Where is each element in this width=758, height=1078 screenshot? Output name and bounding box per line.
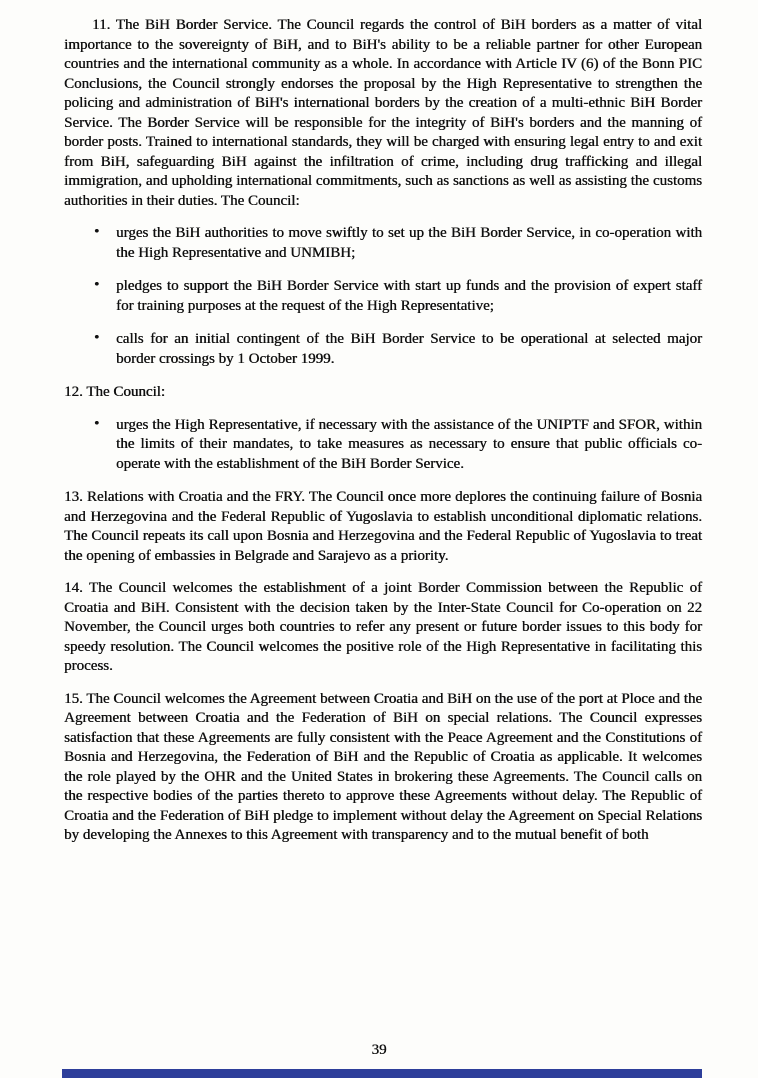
bullet-text: urges the BiH authorities to move swiftly to set up the BiH Border Service, in co-operation with the High Representative and UNMIBH; bbox=[116, 225, 702, 261]
page-number: 39 bbox=[371, 1042, 387, 1058]
list-item bbox=[94, 277, 702, 316]
bullet-text: calls for an initial contingent of the BiH Border Service to be operational at selected major border crossings by 1 October 1999. bbox=[116, 331, 702, 367]
bullet-text: urges the High Representative, if necessary with the assistance of the UNIPTF and SFOR, within the limits of their mandates, to take measures as necessary to ensure that public officials co-operate with the establishment of the BiH Border Service. bbox=[116, 416, 702, 472]
bullet-text: pledges to support the BiH Border Service with start up funds and the provision of expert staff for training purposes at the request of the High Representative; bbox=[116, 278, 702, 314]
bullet-list-12 bbox=[64, 416, 702, 475]
paragraph-11: 11. The BiH Border Service. The Council regards the control of BiH borders as a matter of vital importance to the sovereignty of BiH, and to BiH's ability to be a reliable partner for other European countries and the international community as a whole. In accordance with Article IV (6) of the Bonn PIC Conclusions, the Council strongly endorses the proposal by the High Representative to strengthen the policing and administration of BiH's international borders by the creation of a multi-ethnic BiH Border Service. The Border Service will be responsible for the integrity of BiH's borders and the manning of border posts. Trained to international standards, they will be charged with ensuring legal entry to and exit from BiH, safeguarding BiH against the infiltration of crime, including drug trafficking and illegal immigration, and upholding international commitments, such as sanctions as well as assisting the customs authorities in their duties. The Council: bbox=[64, 17, 702, 209]
list-item bbox=[94, 416, 702, 475]
paragraph-14: 14. The Council welcomes the establishment of a joint Border Commission between the Republic of Croatia and BiH. Consistent with the decision taken by the Inter-State Council for Co-operation on 22 November, the Council urges both countries to refer any present or future border issues to this body for speedy resolution. The Council welcomes the positive role of the High Representative in facilitating this process. bbox=[64, 580, 702, 674]
bottom-blue-bar bbox=[62, 1069, 702, 1078]
bullet-icon: • bbox=[94, 224, 100, 240]
bullet-icon: • bbox=[94, 277, 100, 293]
bullet-icon: • bbox=[94, 415, 100, 432]
list-item bbox=[94, 330, 702, 369]
document-page bbox=[64, 16, 702, 859]
list-item bbox=[94, 224, 702, 263]
bullet-list-11 bbox=[64, 224, 702, 369]
bullet-icon: • bbox=[94, 330, 100, 346]
paragraph-12: 12. The Council: bbox=[64, 384, 165, 400]
paragraph-13: 13. Relations with Croatia and the FRY. The Council once more deplores the continuing failure of Bosnia and Herzegovina and the Federal Republic of Yugoslavia to establish unconditional diplomatic relations. The Council repeats its call upon Bosnia and Herzegovina and the Federal Republic of Yugoslavia to treat the opening of embassies in Belgrade and Sarajevo as a priority. bbox=[64, 489, 702, 564]
paragraph-15: 15. The Council welcomes the Agreement between Croatia and BiH on the use of the port at Ploce and the Agreement between Croatia and the Federation of BiH on special relations. The Council expresses satisfaction that these Agreements are fully consistent with the Peace Agreement and the Constitutions of Bosnia and Herzegovina, the Federation of BiH and the Republic of Croatia as applicable. It welcomes the role played by the OHR and the United States in brokering these Agreements. The Council calls on the respective bodies of the parties thereto to approve these Agreements without delay. The Republic of Croatia and the Federation of BiH pledge to implement without delay the Agreement on Special Relations by developing the Annexes to this Agreement with transparency and to the mutual benefit of both bbox=[64, 690, 702, 843]
